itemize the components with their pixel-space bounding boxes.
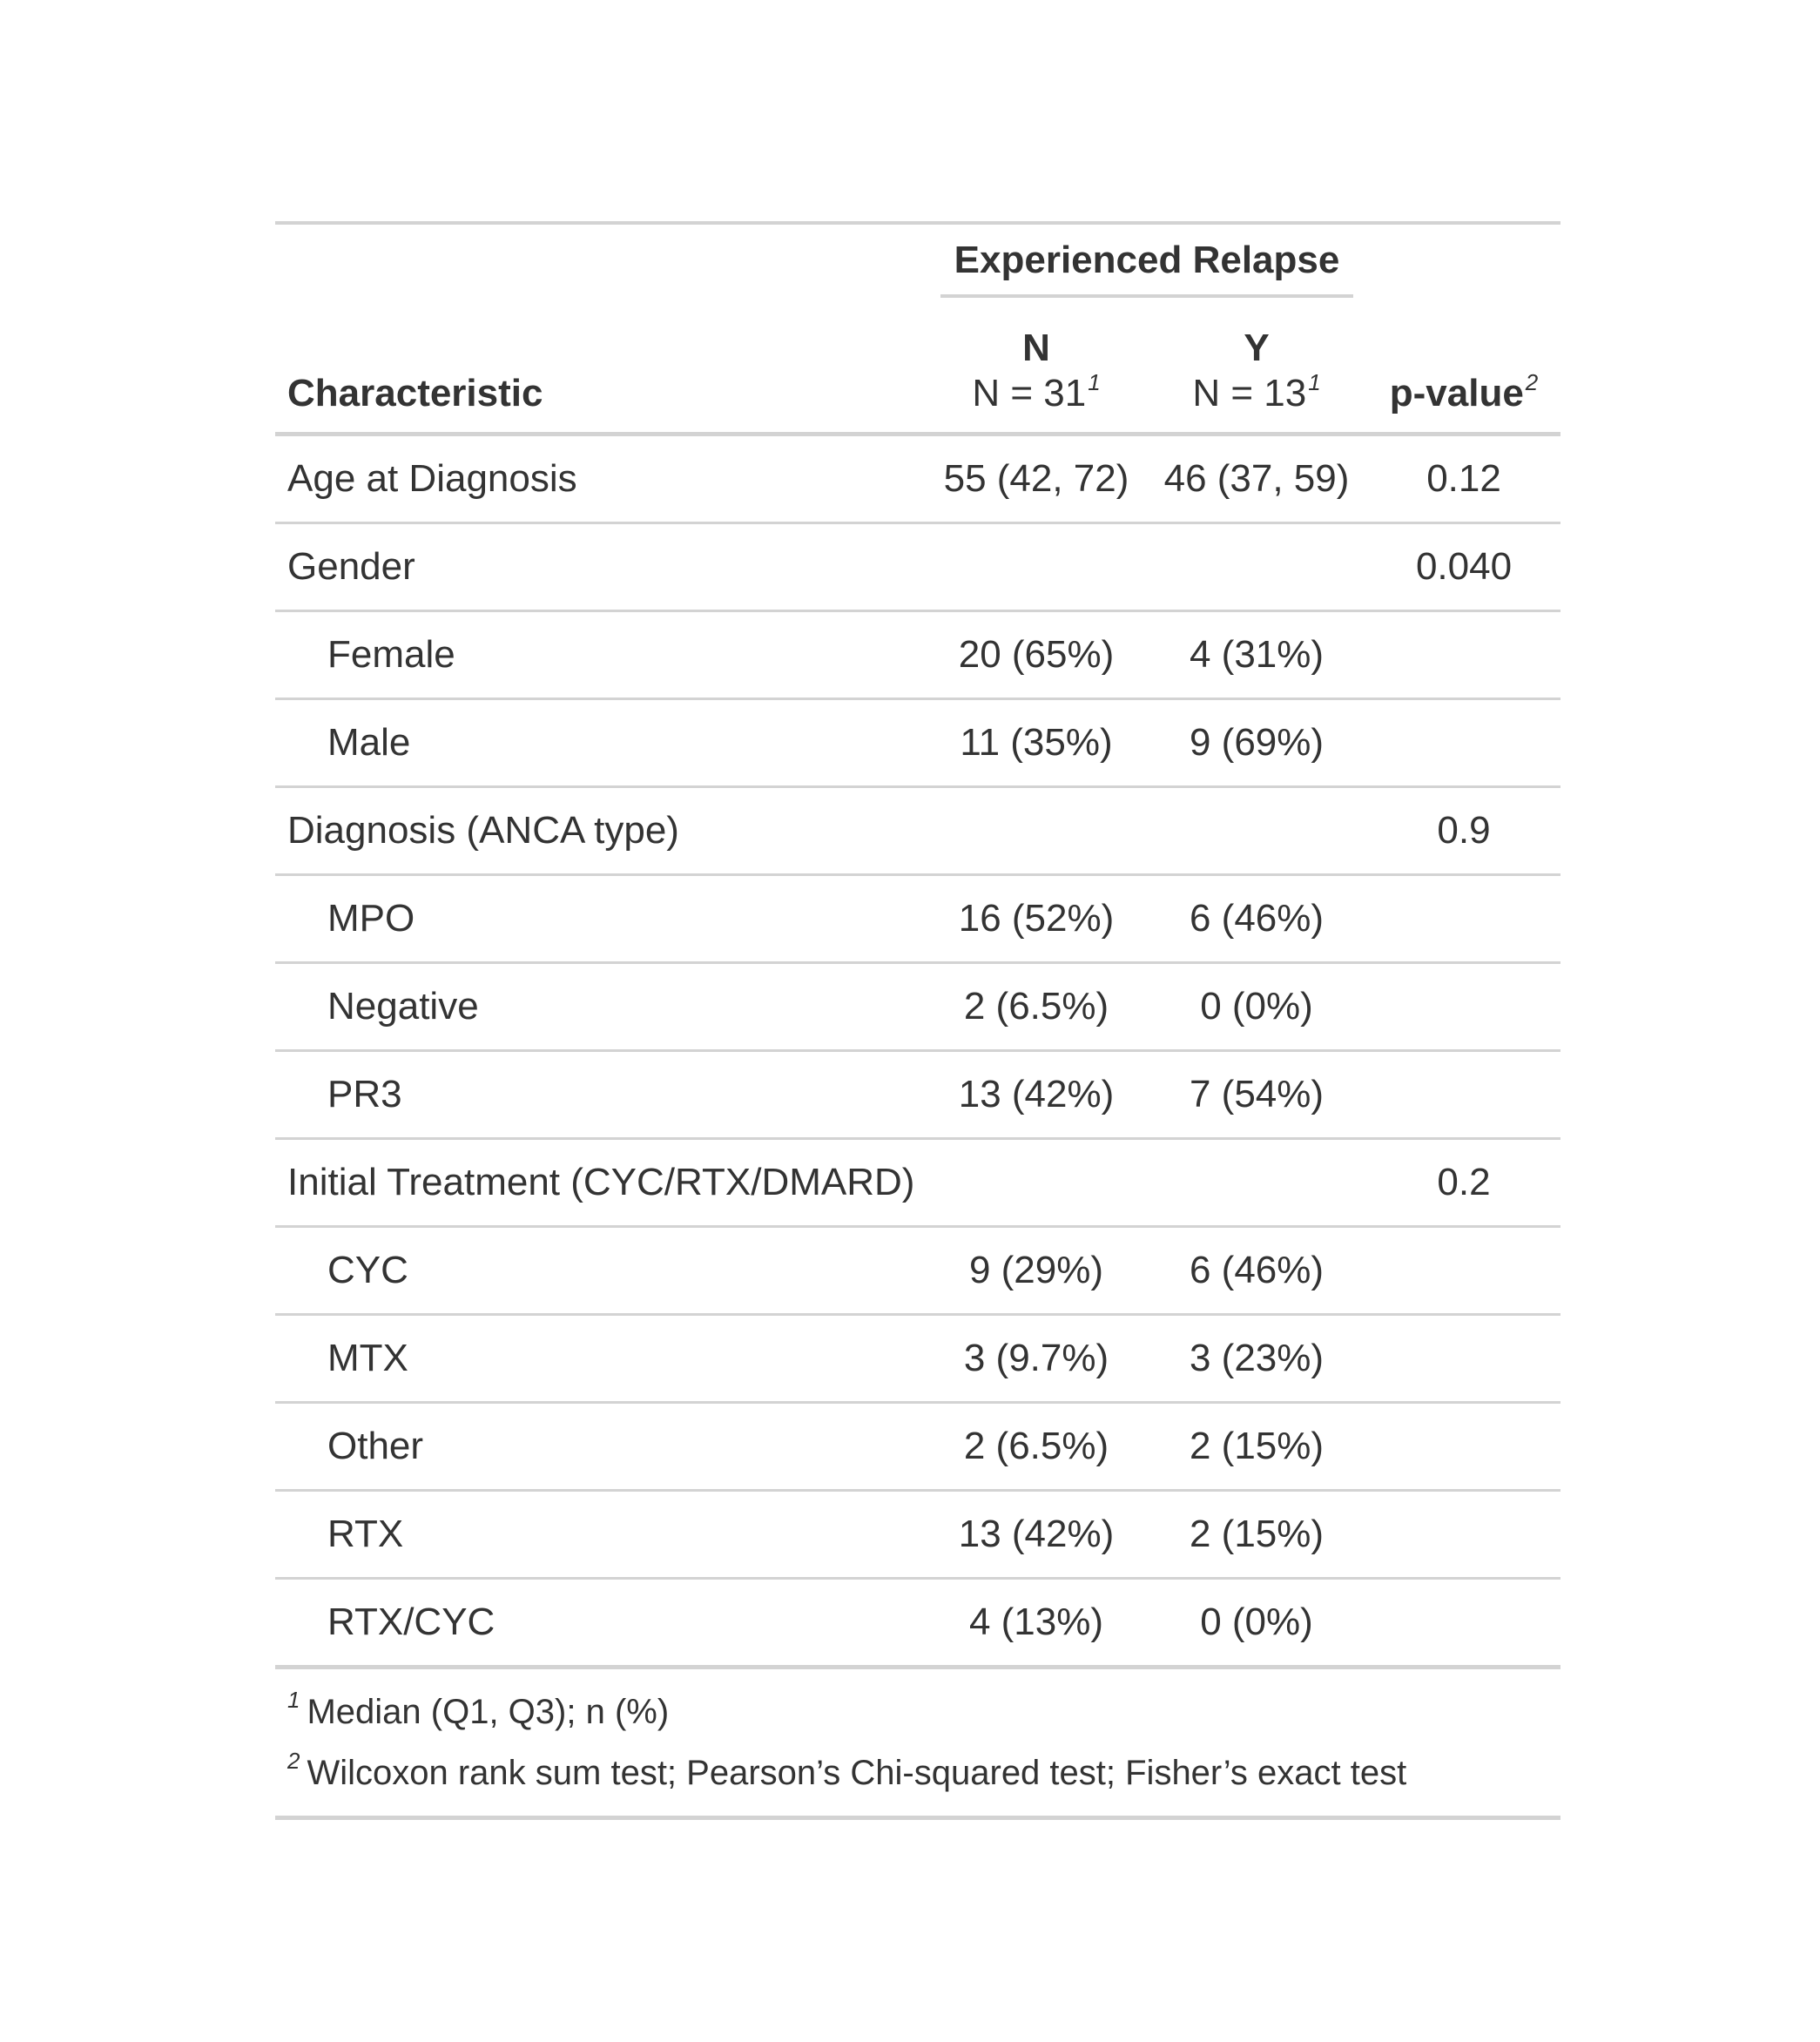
column-header-characteristic: Characteristic (275, 298, 927, 435)
summary-table (275, 221, 1560, 1820)
summary-table-container (275, 221, 1560, 1820)
table-row (275, 1579, 1560, 1668)
cell-n-group: 16 (52%) (927, 875, 1146, 963)
row-sublevel-label: MTX (275, 1315, 927, 1403)
row-variable-label: Age at Diagnosis (287, 457, 577, 500)
table-header (275, 223, 1560, 435)
table-row (275, 963, 1560, 1051)
table-row (275, 1051, 1560, 1139)
cell-p-value (1367, 1051, 1560, 1139)
cell-n-group (927, 523, 1146, 611)
row-sublevel-label: RTX (275, 1491, 927, 1579)
cell-y-group: 3 (23%) (1146, 1315, 1367, 1403)
table-row (275, 1139, 1560, 1227)
cell-p-value (1367, 1315, 1560, 1403)
footnote-text: Median (Q1, Q3); n (%) (307, 1692, 670, 1731)
footnote-mark: 1 (287, 1686, 300, 1713)
cell-n-group: 2 (6.5%) (927, 963, 1146, 1051)
footnote-row (275, 1668, 1560, 1743)
cell-y-group: 2 (15%) (1146, 1491, 1367, 1579)
table-row (275, 875, 1560, 963)
cell-p-value: 0.9 (1367, 787, 1560, 875)
cell-p-value (1367, 963, 1560, 1051)
cell-y-group (1146, 523, 1367, 611)
footnote-mark: 1 (1088, 369, 1101, 395)
column-header-y-group (1146, 298, 1367, 435)
cell-y-group: 2 (15%) (1146, 1403, 1367, 1491)
group-name-y: Y (1244, 327, 1270, 369)
table-footnotes (275, 1668, 1560, 1818)
table-row (275, 1315, 1560, 1403)
spanner-empty-cell (275, 223, 927, 298)
cell-p-value: 0.12 (1426, 457, 1501, 500)
cell-n-group: 13 (42%) (927, 1051, 1146, 1139)
table-row (275, 611, 1560, 699)
row-sublevel-label: RTX/CYC (275, 1579, 927, 1668)
table-row (275, 787, 1560, 875)
row-sublevel-label: Negative (275, 963, 927, 1051)
footnote-cell (275, 1742, 1560, 1818)
row-sublevel-label: MPO (275, 875, 927, 963)
column-header-p-value (1367, 298, 1560, 435)
cell-y-group: 6 (46%) (1146, 1227, 1367, 1315)
cell-n-group: 13 (42%) (927, 1491, 1146, 1579)
row-variable-label: Gender (275, 523, 927, 611)
spanner-empty-cell (1367, 223, 1560, 298)
cell-p-value (1367, 1491, 1560, 1579)
cell-n-group (927, 1139, 1146, 1227)
footnote-mark: 2 (287, 1747, 300, 1774)
cell-p-value (1367, 1227, 1560, 1315)
cell-p-value (1367, 1403, 1560, 1491)
table-row (275, 435, 1560, 523)
column-header-n-group (927, 298, 1146, 435)
cell-y-group (1146, 1139, 1367, 1227)
group-count-n: N = 31 (972, 372, 1087, 414)
spanner-label: Experienced Relapse (940, 239, 1353, 298)
cell-y-group: 4 (31%) (1146, 611, 1367, 699)
cell-y-group: 7 (54%) (1146, 1051, 1367, 1139)
cell-y-group (1146, 787, 1367, 875)
cell-n-group: 20 (65%) (927, 611, 1146, 699)
row-variable-label: Diagnosis (ANCA type) (275, 787, 927, 875)
footnote-row (275, 1742, 1560, 1818)
row-sublevel-label: Other (275, 1403, 927, 1491)
cell-y-group: 0 (0%) (1146, 1579, 1367, 1668)
cell-y-group: 9 (69%) (1146, 699, 1367, 787)
spanner-cell (927, 223, 1367, 298)
cell-n-group: 4 (13%) (927, 1579, 1146, 1668)
cell-n-group: 2 (6.5%) (927, 1403, 1146, 1491)
row-sublevel-label: CYC (275, 1227, 927, 1315)
spanner-row (275, 223, 1560, 298)
row-sublevel-label: PR3 (275, 1051, 927, 1139)
footnote-mark: 1 (1308, 369, 1321, 395)
row-sublevel-label: Female (275, 611, 927, 699)
cell-n-group: 3 (9.7%) (927, 1315, 1146, 1403)
row-variable-label: Initial Treatment (CYC/RTX/DMARD) (275, 1139, 927, 1227)
group-count-y: N = 13 (1192, 372, 1307, 414)
table-body (275, 435, 1560, 1668)
cell-p-value: 0.040 (1367, 523, 1560, 611)
table-row (275, 1227, 1560, 1315)
table-row (275, 1403, 1560, 1491)
cell-y-group: 6 (46%) (1146, 875, 1367, 963)
cell-p-value (1367, 875, 1560, 963)
cell-p-value (1367, 611, 1560, 699)
cell-p-value (1367, 699, 1560, 787)
footnote-cell (275, 1668, 1560, 1743)
cell-n-group: 55 (42, 72) (943, 457, 1129, 500)
group-name-n: N (1022, 327, 1050, 369)
footnote-mark: 2 (1525, 369, 1539, 395)
cell-n-group: 11 (35%) (927, 699, 1146, 787)
footnote-text: Wilcoxon rank sum test; Pearson’s Chi-squared test; Fisher’s exact test (307, 1753, 1407, 1792)
cell-p-value: 0.2 (1367, 1139, 1560, 1227)
column-header-row (275, 298, 1560, 435)
cell-y-group: 0 (0%) (1146, 963, 1367, 1051)
p-value-label: p-value (1389, 372, 1524, 414)
cell-n-group (927, 787, 1146, 875)
cell-y-group: 46 (37, 59) (1163, 457, 1350, 500)
cell-n-group: 9 (29%) (927, 1227, 1146, 1315)
table-row (275, 699, 1560, 787)
cell-p-value (1367, 1579, 1560, 1668)
row-sublevel-label: Male (275, 699, 927, 787)
table-row (275, 523, 1560, 611)
table-row (275, 1491, 1560, 1579)
